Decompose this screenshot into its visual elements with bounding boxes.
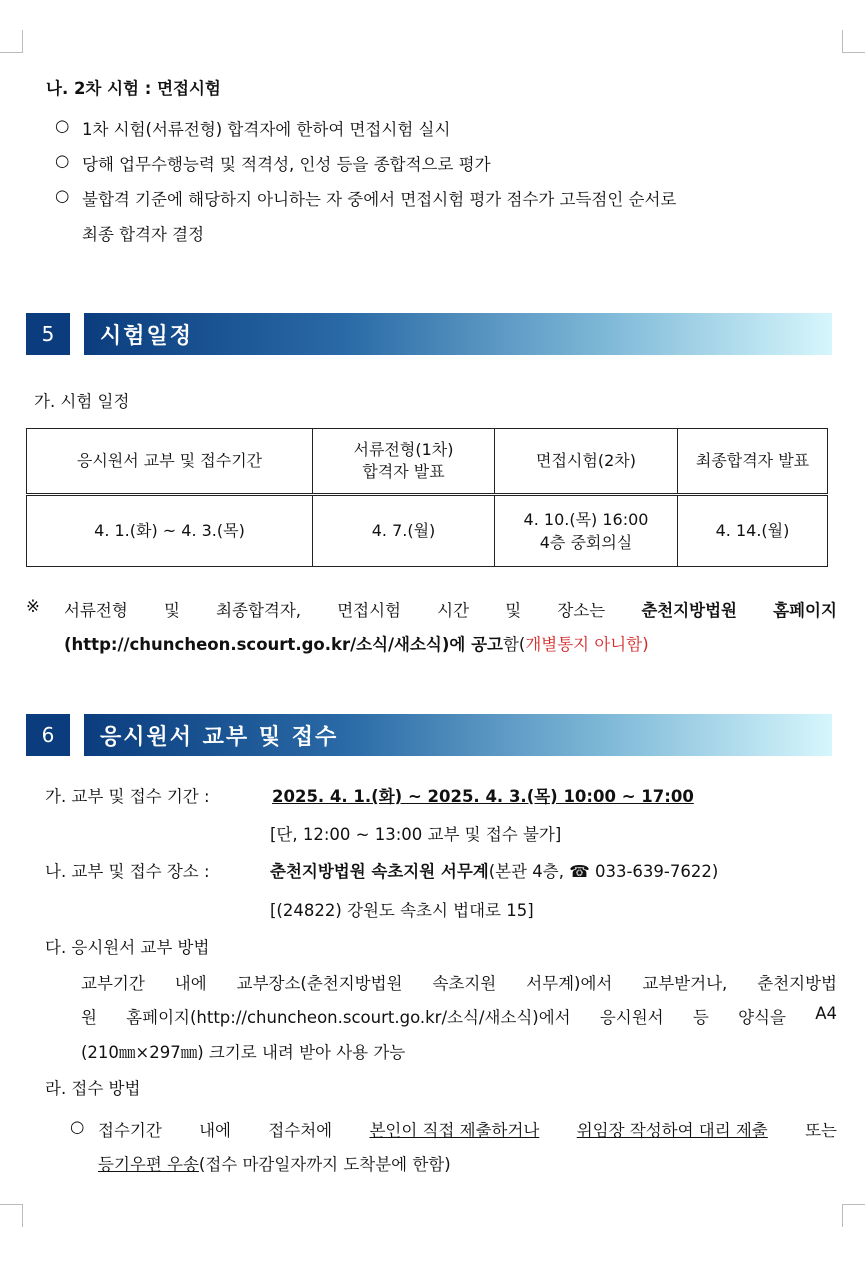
interview-item: 당해 업무수행능력 및 적격성, 인성 등을 종합적으로 평가 xyxy=(82,155,491,174)
bullet-icon: ○ xyxy=(55,186,70,205)
schedule-subheading: 가. 시험 일정 xyxy=(34,392,130,411)
notice-line xyxy=(64,597,837,621)
table-cell: 4. 14.(월) xyxy=(678,495,828,567)
note-word: 및 xyxy=(163,601,180,620)
section-number: 5 xyxy=(26,313,70,355)
note-word-bold: 홈페이지 xyxy=(773,601,837,620)
word: 원 xyxy=(81,1008,97,1027)
schedule-table xyxy=(26,428,828,567)
interview-heading: 나. 2차 시험 : 면접시험 xyxy=(46,79,221,98)
note-word: 및 xyxy=(505,601,522,620)
place-detail: (본관 4층, ☎ 033-639-7622) xyxy=(488,862,719,881)
word: 접수처에 xyxy=(268,1121,333,1140)
word: 교부기간 xyxy=(81,974,145,993)
bullet-icon: ○ xyxy=(55,116,70,135)
underlined-phrase: 본인이 직접 제출하거나 xyxy=(369,1121,540,1140)
word: 또는 xyxy=(805,1121,837,1140)
receipt-line xyxy=(98,1117,837,1141)
note-word: 시간 xyxy=(437,601,470,620)
distribution-heading: 다. 응시원서 교부 방법 xyxy=(45,938,210,957)
table-row xyxy=(27,495,828,567)
note-mark: ※ xyxy=(26,597,40,616)
interview-item: 불합격 기준에 해당하지 아니하는 자 중에서 면접시험 평가 점수가 고득점인 순서로 xyxy=(82,190,677,209)
table-cell xyxy=(495,495,678,567)
place-label: 나. 교부 및 접수 장소 : xyxy=(45,862,210,881)
word: 춘천지방법 xyxy=(757,974,837,993)
table-cell-line: 4층 중회의실 xyxy=(539,533,633,552)
note-word: 서류전형 xyxy=(64,601,128,620)
table-cell-line: 4. 10.(목) 16:00 xyxy=(523,509,649,529)
table-header: 최종합격자 발표 xyxy=(678,429,828,495)
crop-mark-bottom-right xyxy=(842,1204,865,1227)
receipt-heading: 라. 접수 방법 xyxy=(45,1079,141,1098)
table-cell: 4. 1.(화) ~ 4. 3.(목) xyxy=(27,495,313,567)
underlined-phrase: 위임장 작성하여 대리 제출 xyxy=(576,1121,768,1140)
word: 내에 xyxy=(199,1121,231,1140)
word: 교부장소(춘천지방법원 xyxy=(236,974,403,993)
note-word: 면접시험 xyxy=(337,601,401,620)
receipt-line-2 xyxy=(98,1151,451,1175)
interview-item: 최종 합격자 결정 xyxy=(82,225,205,244)
note-text: ) xyxy=(642,635,649,654)
homepage-url[interactable]: 홈페이지(http://chuncheon.scourt.go.kr/소식/새소식)에서 xyxy=(126,1008,571,1027)
word: 양식을 xyxy=(738,1008,786,1027)
place-value xyxy=(270,858,718,882)
note-text: 함( xyxy=(502,635,526,654)
bullet-icon: ○ xyxy=(55,151,70,170)
word: 서무계)에서 xyxy=(526,974,613,993)
distribution-line: (210㎜×297㎜) 크기로 내려 받아 사용 가능 xyxy=(81,1043,406,1062)
crop-mark-bottom-left xyxy=(0,1204,23,1227)
place-address: [(24822) 강원도 속초시 법대로 15] xyxy=(270,901,534,920)
interview-item: 1차 시험(서류전형) 합격자에 한하여 면접시험 실시 xyxy=(82,120,451,139)
period-value: 2025. 4. 1.(화) ~ 2025. 4. 3.(목) 10:00 ~ 17:00 xyxy=(272,787,694,806)
word: 교부받거나, xyxy=(642,974,728,993)
table-header-row xyxy=(27,429,828,495)
note-word: 최종합격자, xyxy=(216,601,302,620)
word: 속초지원 xyxy=(432,974,497,993)
section-number: 6 xyxy=(26,714,70,756)
word: (접수 마감일자까지 도착분에 한함) xyxy=(198,1155,451,1174)
table-header-line: 서류전형(1차) xyxy=(353,440,454,460)
no-individual-notice: 개별통지 아니함 xyxy=(525,635,643,654)
period-note: [단, 12:00 ~ 13:00 교부 및 접수 불가] xyxy=(270,825,562,844)
word: 응시원서 xyxy=(599,1008,664,1027)
distribution-line xyxy=(81,970,837,994)
table-cell: 4. 7.(월) xyxy=(313,495,495,567)
court-homepage-link[interactable]: (http://chuncheon.scourt.go.kr/소식/새소식)에 공고 xyxy=(64,635,503,654)
distribution-line xyxy=(81,1004,837,1028)
place-office: 춘천지방법원 속초지원 서무계 xyxy=(270,862,489,881)
word: A4 xyxy=(815,1004,837,1023)
notice-line-2 xyxy=(64,631,649,655)
crop-mark-top-right xyxy=(842,30,865,53)
period-label: 가. 교부 및 접수 기간 : xyxy=(45,787,210,806)
crop-mark-top-left xyxy=(0,30,23,53)
table-header xyxy=(313,429,495,495)
section-title: 시험일정 xyxy=(84,313,832,355)
table-header: 면접시험(2차) xyxy=(495,429,678,495)
note-word: 장소는 xyxy=(557,601,606,620)
note-word-bold: 춘천지방법원 xyxy=(641,601,737,620)
bullet-icon: ○ xyxy=(70,1117,85,1136)
table-header-line: 합격자 발표 xyxy=(362,462,445,481)
word: 내에 xyxy=(174,974,207,993)
underlined-phrase: 등기우편 우송 xyxy=(98,1155,199,1174)
word: 등 xyxy=(692,1008,709,1027)
word: 접수기간 xyxy=(98,1121,162,1140)
section-title: 응시원서 교부 및 접수 xyxy=(84,714,832,756)
table-header: 응시원서 교부 및 접수기간 xyxy=(27,429,313,495)
